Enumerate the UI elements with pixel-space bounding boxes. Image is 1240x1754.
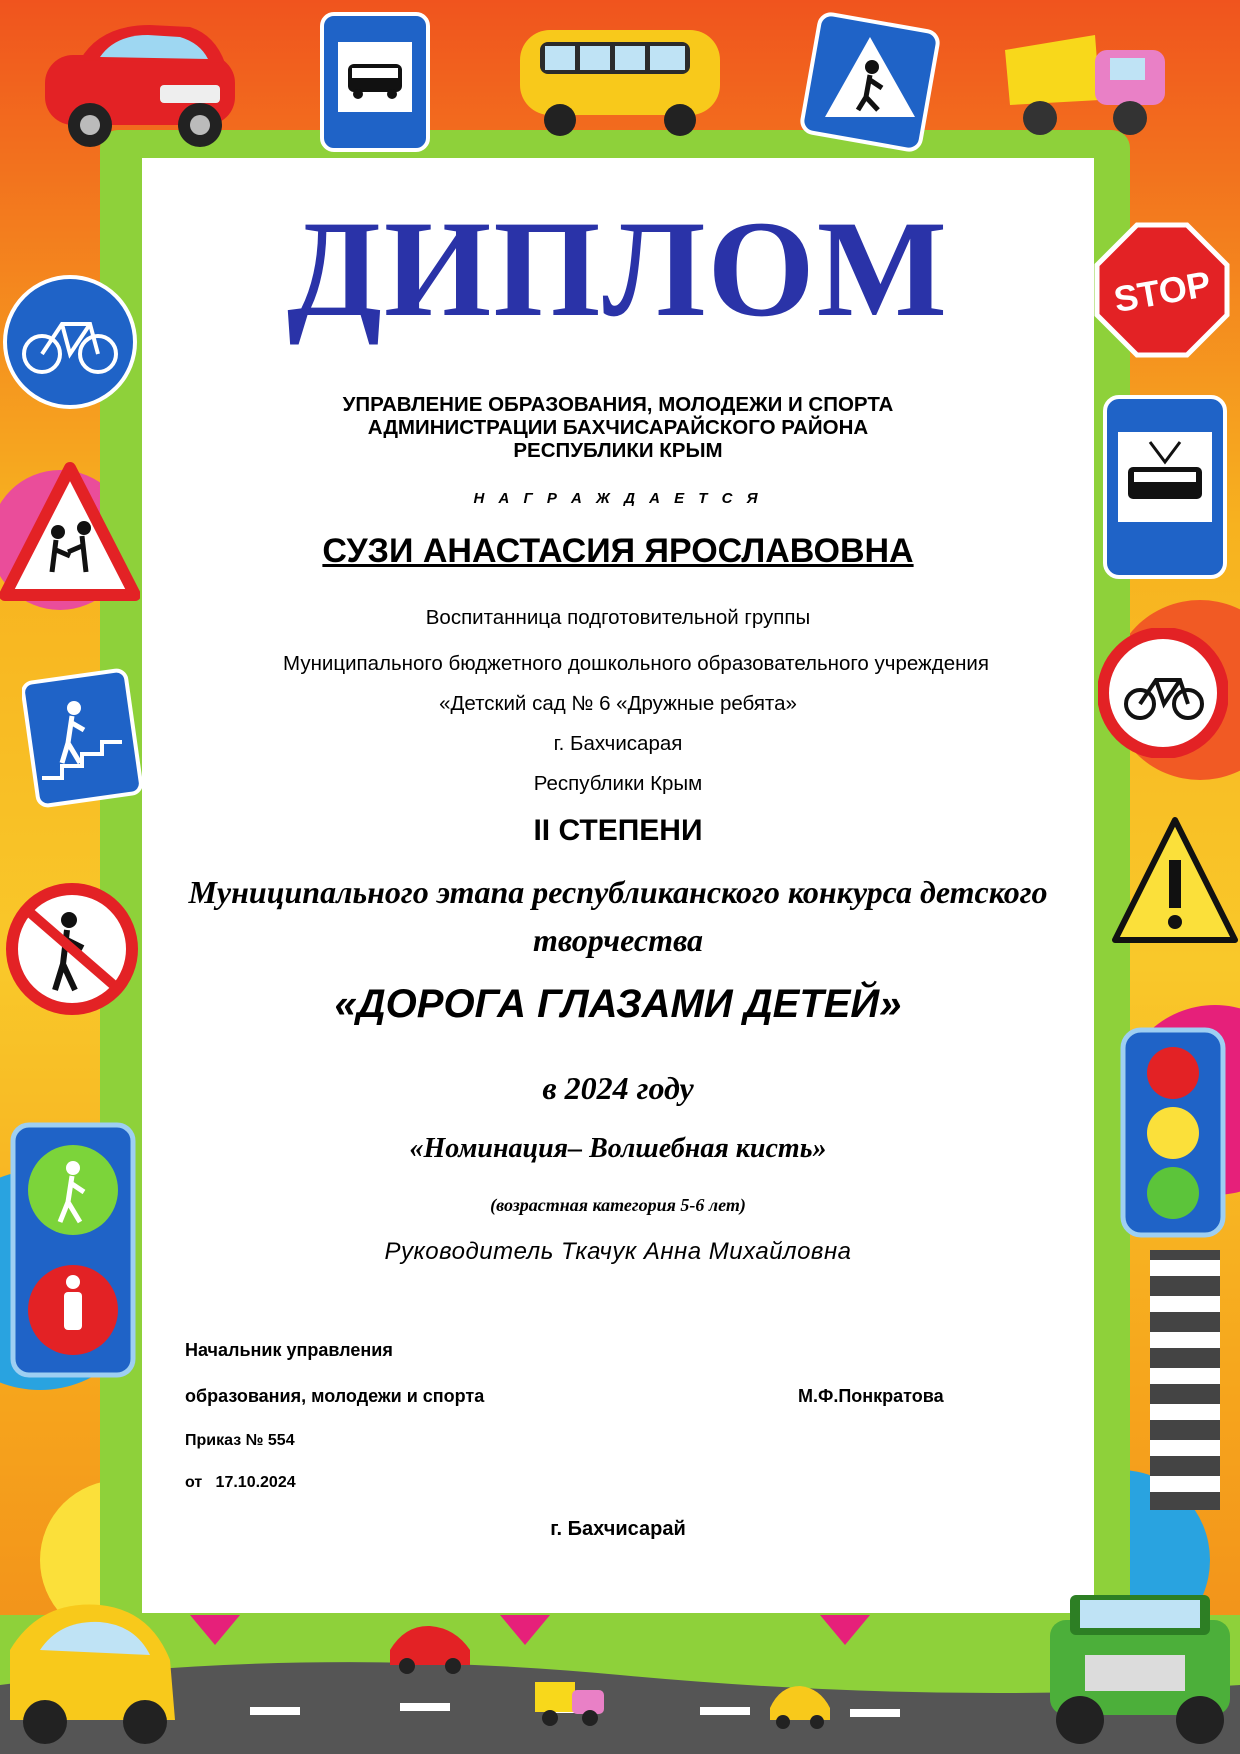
no-bicycles-sign-icon [1098, 628, 1228, 758]
issuing-organization [142, 393, 1094, 462]
org-line-1: УПРАВЛЕНИЕ ОБРАЗОВАНИЯ, МОЛОДЕЖИ И СПОРТА [342, 393, 894, 416]
contest-title: «ДОРОГА ГЛАЗАМИ ДЕТЕЙ» [334, 982, 902, 1026]
order-number: Приказ № 554 [185, 1432, 295, 1449]
issue-city: г. Бахчисарай [550, 1518, 686, 1540]
no-pedestrians-sign-icon [5, 882, 140, 1017]
traffic-light-icon [1108, 1025, 1238, 1245]
toy-truck-icon [1000, 20, 1180, 145]
pedestrian-crossing-sign-icon [800, 12, 940, 152]
small-yellow-car-icon [765, 1680, 835, 1730]
yellow-car-icon [0, 1580, 190, 1750]
school-bus-icon [510, 20, 740, 140]
contest-description [142, 868, 1094, 964]
recipient-line-3: «Детский сад № 6 «Дружные ребята» [439, 692, 797, 715]
recipient-line-1: Воспитанница подготовительной группы [425, 606, 811, 629]
order-date: от 17.10.2024 [185, 1474, 296, 1491]
green-jeep-icon [1030, 1580, 1240, 1750]
bicycle-lane-sign-icon [0, 272, 140, 412]
org-line-2: АДМИНИСТРАЦИИ БАХЧИСАРАЙСКОГО РАЙОНА [367, 416, 869, 439]
contest-line-1: Муниципального этапа республиканского конкурса детского [188, 874, 1048, 910]
age-category: (возрастная категория 5-6 лет) [490, 1195, 746, 1215]
leader: Руководитель Ткачук Анна Михайловна [384, 1238, 852, 1265]
recipient-line-5: Республики Крым [533, 772, 703, 795]
contest-line-2: творчества [532, 922, 704, 958]
recipient-name-text: СУЗИ АНАСТАСИЯ ЯРОСЛАВОВНА [322, 532, 914, 570]
awarded-label: Н А Г Р А Ж Д А Е Т С Я [473, 490, 763, 507]
award-degree: II СТЕПЕНИ [533, 814, 703, 847]
bus-stop-sign-icon [320, 12, 430, 152]
small-red-car-icon [385, 1620, 475, 1675]
tram-stop-sign-icon [1100, 392, 1230, 582]
nomination: «Номинация– Волшебная кисть» [409, 1133, 827, 1164]
stop-sign-icon [1092, 220, 1232, 360]
pedestrian-traffic-light-icon [8, 1120, 138, 1380]
children-crossing-sign-icon [0, 460, 140, 610]
recipient-name [142, 532, 1094, 571]
signer-name: М.Ф.Понкратова [798, 1386, 944, 1406]
signer-position-line-2: образования, молодежи и спорта [185, 1386, 485, 1406]
recipient-line-4: г. Бахчисарая [553, 732, 683, 755]
contest-year: в 2024 году [542, 1070, 694, 1106]
signer-position-line-1: Начальник управления [185, 1340, 393, 1360]
recipient-line-2: Муниципального бюджетного дошкольного образовательного учреждения [283, 652, 989, 675]
stop-sign-text: STOP [1110, 262, 1214, 321]
warning-sign-icon [1105, 812, 1240, 952]
org-line-3: РЕСПУБЛИКИ КРЫМ [513, 439, 723, 462]
small-truck-icon [530, 1672, 610, 1732]
zebra-crossing-icon [1130, 1250, 1240, 1510]
pedestrian-underpass-sign-icon [22, 668, 142, 808]
diploma-title: ДИПЛОМ [286, 192, 950, 345]
red-car-icon [30, 15, 250, 155]
